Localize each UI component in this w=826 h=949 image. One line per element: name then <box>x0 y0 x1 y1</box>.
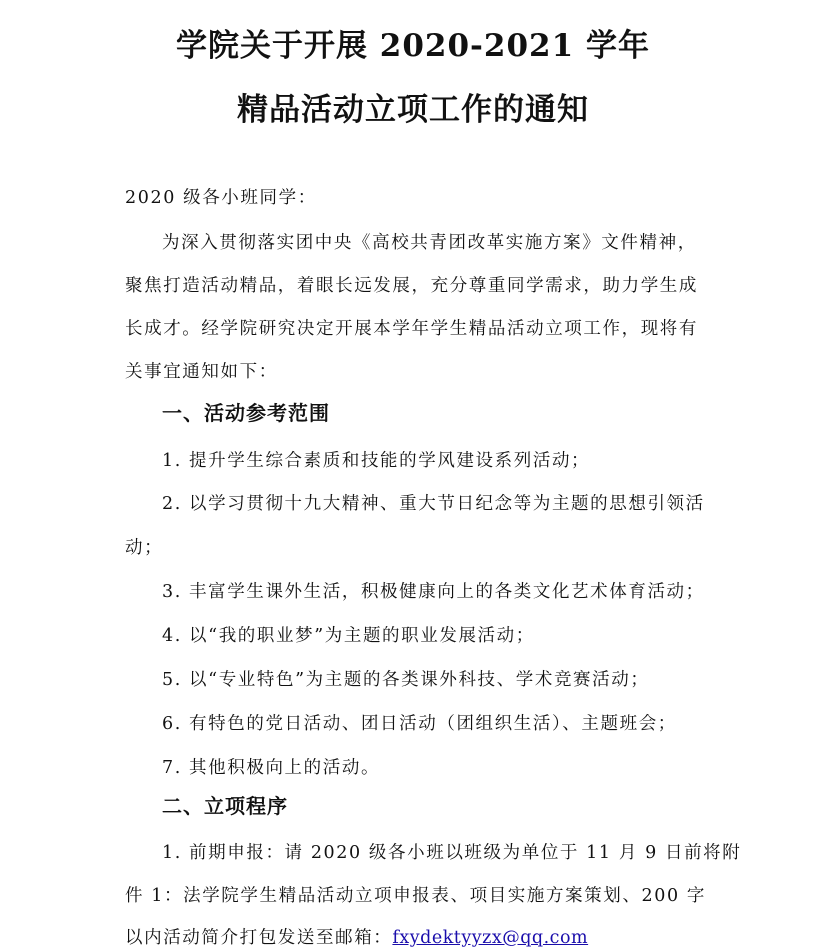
section-1-item-4: 4. 以“我的职业梦”为主题的职业发展活动； <box>162 626 535 646</box>
section-1-item-3: 3. 丰富学生课外生活，积极健康向上的各类文化艺术体育活动； <box>162 582 705 602</box>
section-1-item-5: 5. 以“专业特色”为主题的各类课外科技、学术竞赛活动； <box>162 670 650 690</box>
section-2-heading: 二、立项程序 <box>162 794 288 818</box>
section-1-item-1: 1. 提升学生综合素质和技能的学风建设系列活动； <box>162 451 591 471</box>
section-1-heading: 一、活动参考范围 <box>162 401 330 425</box>
intro-line-4: 关事宜通知如下： <box>125 362 278 382</box>
intro-line-1: 为深入贯彻落实团中央《高校共青团改革实施方案》文件精神， <box>162 233 697 253</box>
intro-line-2: 聚焦打造活动精品，着眼长远发展，充分尊重同学需求，助力学生成 <box>125 276 698 296</box>
email-link[interactable]: fxydektyyzx@qq.com <box>392 928 589 948</box>
section-2-item-1-line-2: 件 1：法学院学生精品活动立项申报表、项目实施方案策划、200 字 <box>125 886 706 906</box>
section-1-item-2-cont: 动； <box>125 538 164 558</box>
section-1-item-7: 7. 其他积极向上的活动。 <box>162 758 381 778</box>
section-1-item-2: 2. 以学习贯彻十九大精神、重大节日纪念等为主题的思想引领活 <box>162 494 705 514</box>
submission-text: 以内活动简介打包发送至邮箱： <box>125 928 393 948</box>
section-1-item-6: 6. 有特色的党日活动、团日活动（团组织生活）、主题班会； <box>162 714 677 734</box>
section-2-item-1-line-1: 1. 前期申报：请 2020 级各小班以班级为单位于 11 月 9 日前将附 <box>162 843 742 863</box>
section-2-item-1-line-3 <box>125 927 705 949</box>
document-title-line-2: 精品活动立项工作的通知 <box>237 92 589 128</box>
salutation: 2020 级各小班同学： <box>125 188 317 208</box>
intro-line-3: 长成才。经学院研究决定开展本学年学生精品活动立项工作，现将有 <box>125 319 698 339</box>
document-title-line-1: 学院关于开展 2020-2021 学年 <box>175 28 650 64</box>
